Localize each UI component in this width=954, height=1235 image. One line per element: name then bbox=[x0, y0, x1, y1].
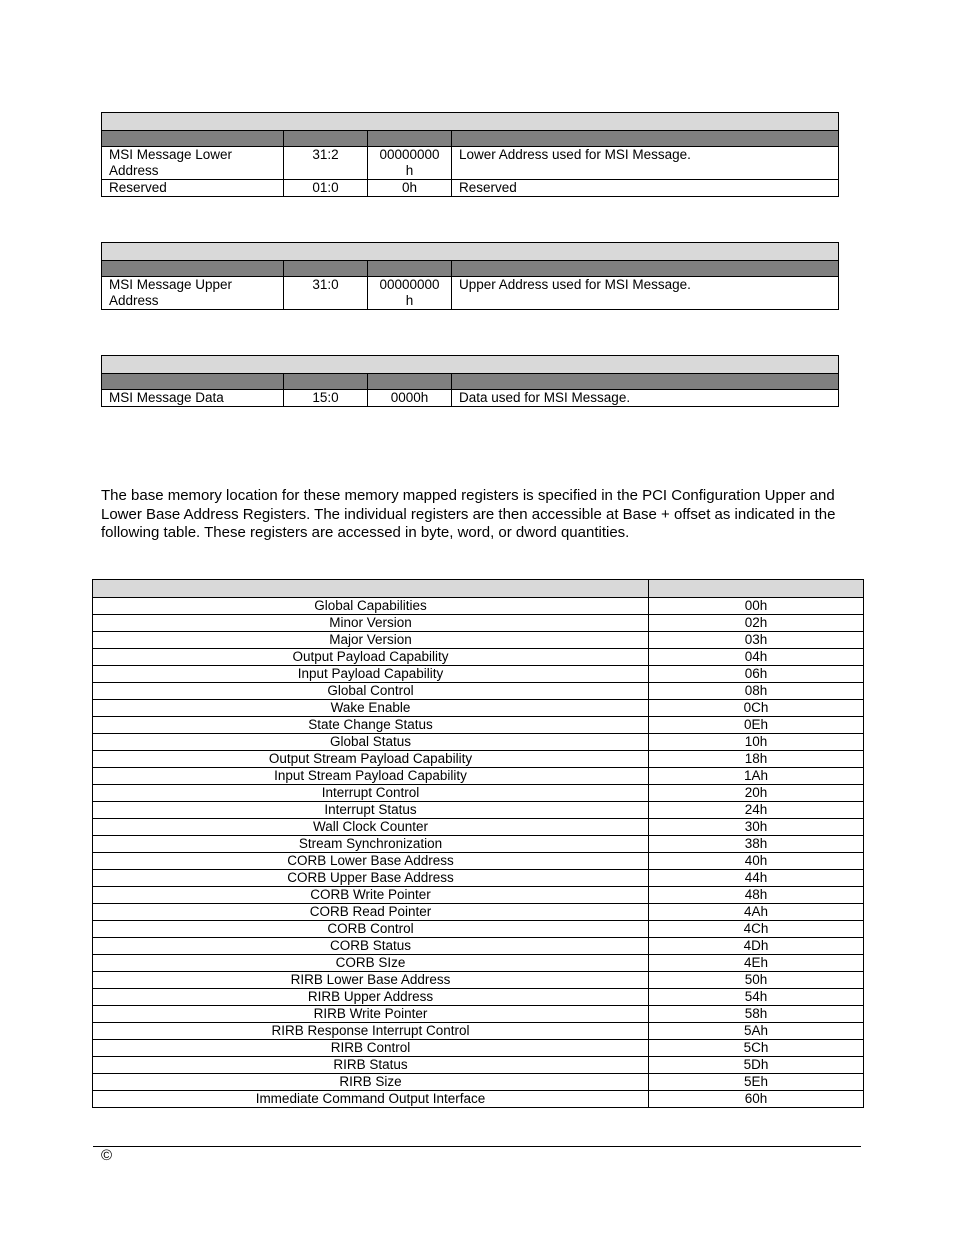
register-offset: 20h bbox=[649, 785, 864, 802]
register-name: Major Version bbox=[93, 632, 649, 649]
table-row bbox=[93, 819, 864, 836]
register-name: Input Stream Payload Capability bbox=[93, 768, 649, 785]
field-description: Lower Address used for MSI Message. bbox=[452, 147, 839, 180]
table-row bbox=[93, 870, 864, 887]
table-title-row bbox=[93, 580, 864, 598]
field-default: 0h bbox=[368, 180, 452, 197]
register-name: RIRB Size bbox=[93, 1074, 649, 1091]
field-name: MSI Message Lower Address bbox=[102, 147, 284, 180]
table-row bbox=[93, 751, 864, 768]
table-row bbox=[93, 700, 864, 717]
table-row bbox=[93, 649, 864, 666]
register-name: Output Stream Payload Capability bbox=[93, 751, 649, 768]
body-paragraph: The base memory location for these memory mapped registers is specified in the PCI Configuration Upper and Lower Base Address Registers. The individual registers are then accessible at Base + offset as indicated in the following table. These registers are accessed in byte, word, or dword quantities. bbox=[101, 487, 836, 541]
register-offset: 06h bbox=[649, 666, 864, 683]
field-bits: 31:0 bbox=[284, 277, 368, 310]
table-row bbox=[93, 853, 864, 870]
register-offset: 48h bbox=[649, 887, 864, 904]
register-offset: 44h bbox=[649, 870, 864, 887]
table-row bbox=[102, 277, 839, 310]
register-name: State Change Status bbox=[93, 717, 649, 734]
register-offset: 4Ah bbox=[649, 904, 864, 921]
register-name: Immediate Command Output Interface bbox=[93, 1091, 649, 1108]
register-offset: 5Dh bbox=[649, 1057, 864, 1074]
register-offset: 4Ch bbox=[649, 921, 864, 938]
field-bits: 15:0 bbox=[284, 390, 368, 407]
table-row bbox=[102, 180, 839, 197]
table-row bbox=[93, 598, 864, 615]
register-name: Interrupt Control bbox=[93, 785, 649, 802]
field-default: 00000000 h bbox=[368, 147, 452, 180]
register-offset: 38h bbox=[649, 836, 864, 853]
register-offset: 0Eh bbox=[649, 717, 864, 734]
field-name: MSI Message Upper Address bbox=[102, 277, 284, 310]
register-offset: 08h bbox=[649, 683, 864, 700]
register-offset: 1Ah bbox=[649, 768, 864, 785]
register-name: Output Payload Capability bbox=[93, 649, 649, 666]
register-offset: 03h bbox=[649, 632, 864, 649]
register-name: Input Payload Capability bbox=[93, 666, 649, 683]
table-row bbox=[102, 390, 839, 407]
table-row bbox=[93, 717, 864, 734]
copyright-symbol: © bbox=[101, 1147, 113, 1164]
table-header-row bbox=[102, 261, 839, 277]
msi-upper-address-table bbox=[101, 242, 839, 310]
table-title-row bbox=[102, 113, 839, 131]
table-row bbox=[93, 938, 864, 955]
field-description: Upper Address used for MSI Message. bbox=[452, 277, 839, 310]
field-name: Reserved bbox=[102, 180, 284, 197]
register-name: Minor Version bbox=[93, 615, 649, 632]
register-name: RIRB Control bbox=[93, 1040, 649, 1057]
table-row bbox=[93, 1006, 864, 1023]
register-name: RIRB Upper Address bbox=[93, 989, 649, 1006]
table-header-row bbox=[102, 374, 839, 390]
register-name: CORB SIze bbox=[93, 955, 649, 972]
register-offset: 10h bbox=[649, 734, 864, 751]
register-name: Wake Enable bbox=[93, 700, 649, 717]
register-offset: 02h bbox=[649, 615, 864, 632]
table-row bbox=[93, 1040, 864, 1057]
table-row bbox=[93, 1074, 864, 1091]
table-header-row bbox=[102, 131, 839, 147]
register-offset: 54h bbox=[649, 989, 864, 1006]
footer-divider bbox=[93, 1146, 861, 1147]
table-row bbox=[93, 836, 864, 853]
register-offset: 5Ah bbox=[649, 1023, 864, 1040]
register-offset: 5Ch bbox=[649, 1040, 864, 1057]
table-row bbox=[93, 955, 864, 972]
register-offset: 04h bbox=[649, 649, 864, 666]
field-default: 00000000 h bbox=[368, 277, 452, 310]
field-description: Reserved bbox=[452, 180, 839, 197]
table-row bbox=[93, 785, 864, 802]
table-title-row bbox=[102, 243, 839, 261]
register-offset: 40h bbox=[649, 853, 864, 870]
register-offset: 30h bbox=[649, 819, 864, 836]
register-name: CORB Status bbox=[93, 938, 649, 955]
register-offset: 24h bbox=[649, 802, 864, 819]
register-offset: 0Ch bbox=[649, 700, 864, 717]
table-row bbox=[93, 768, 864, 785]
register-name: CORB Lower Base Address bbox=[93, 853, 649, 870]
table-row bbox=[93, 615, 864, 632]
table-row bbox=[93, 921, 864, 938]
register-offset: 58h bbox=[649, 1006, 864, 1023]
register-name: RIRB Lower Base Address bbox=[93, 972, 649, 989]
field-bits: 31:2 bbox=[284, 147, 368, 180]
register-name: RIRB Status bbox=[93, 1057, 649, 1074]
field-bits: 01:0 bbox=[284, 180, 368, 197]
table-row bbox=[93, 802, 864, 819]
table-row bbox=[93, 904, 864, 921]
register-offset: 00h bbox=[649, 598, 864, 615]
register-name: CORB Write Pointer bbox=[93, 887, 649, 904]
register-name: CORB Control bbox=[93, 921, 649, 938]
register-name: CORB Read Pointer bbox=[93, 904, 649, 921]
register-offset: 50h bbox=[649, 972, 864, 989]
table-row bbox=[93, 1023, 864, 1040]
register-name: RIRB Write Pointer bbox=[93, 1006, 649, 1023]
table-row bbox=[93, 972, 864, 989]
register-offset: 4Dh bbox=[649, 938, 864, 955]
register-name: Global Status bbox=[93, 734, 649, 751]
table-title-row bbox=[102, 356, 839, 374]
register-offset: 60h bbox=[649, 1091, 864, 1108]
register-name: Global Control bbox=[93, 683, 649, 700]
register-name: RIRB Response Interrupt Control bbox=[93, 1023, 649, 1040]
table-row bbox=[93, 734, 864, 751]
field-name: MSI Message Data bbox=[102, 390, 284, 407]
msi-lower-address-table bbox=[101, 112, 839, 197]
register-map-table bbox=[92, 579, 864, 1108]
register-offset: 4Eh bbox=[649, 955, 864, 972]
register-name: Stream Synchronization bbox=[93, 836, 649, 853]
register-name: CORB Upper Base Address bbox=[93, 870, 649, 887]
register-offset: 18h bbox=[649, 751, 864, 768]
register-name: Interrupt Status bbox=[93, 802, 649, 819]
table-row bbox=[93, 887, 864, 904]
table-row bbox=[102, 147, 839, 180]
table-row bbox=[93, 683, 864, 700]
register-name: Wall Clock Counter bbox=[93, 819, 649, 836]
register-name: Global Capabilities bbox=[93, 598, 649, 615]
register-offset: 5Eh bbox=[649, 1074, 864, 1091]
table-row bbox=[93, 1091, 864, 1108]
table-row bbox=[93, 1057, 864, 1074]
table-row bbox=[93, 989, 864, 1006]
table-row bbox=[93, 632, 864, 649]
field-description: Data used for MSI Message. bbox=[452, 390, 839, 407]
field-default: 0000h bbox=[368, 390, 452, 407]
msi-data-table bbox=[101, 355, 839, 407]
table-row bbox=[93, 666, 864, 683]
